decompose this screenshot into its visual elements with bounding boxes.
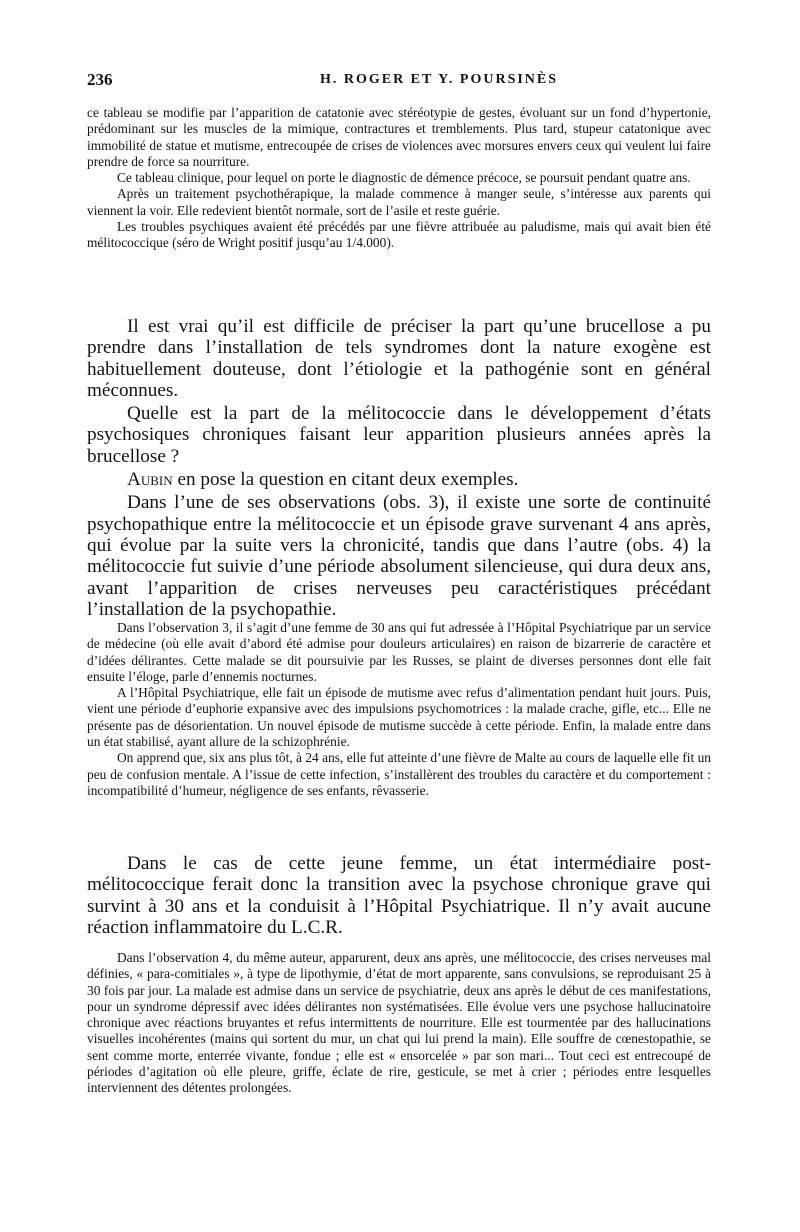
author-name: Aubin bbox=[127, 469, 173, 491]
body-text: en pose la question en citant deux exemples. bbox=[172, 469, 519, 491]
body-paragraph bbox=[87, 469, 711, 490]
case-paragraph: Dans l’observation 4, du même auteur, apparurent, deux ans après, une mélitococcie, des crises nerveuses mal définies, « para-comitiales », à type de lipothymie, d’état de mort apparente, sans convulsions, se reproduisant 25 à 30 fois par jour. La malade est admise dans un service de psychiatrie, deux ans après le début de ces manifestations, pour un syndrome dépressif avec idées délirantes non systématisées. Elle évolue vers une psychose hallucinatoire chronique avec réactions bruyantes et refus intermittents de nourriture. Elle est tourmentée par des hallucinations visuelles incohérentes (mains qui sortent du mur, un chat qui lui prend la main). Elle souffre de cœnestopathie, se sent comme morte, enterrée vivante, fondue ; elle est « ensorcelée » par son mari... Tout ceci est entrecoupé de périodes d’agitation où elle pleure, griffe, éclate de rire, gesticule, se met à crier ; périodes entre lesquelles interviennent des détentes prolongées. bbox=[87, 950, 711, 1096]
case-paragraph: ce tableau se modifie par l’apparition de catatonie avec stéréotypie de gestes, évoluant sur un fond d’hypertonie, prédominant sur les muscles de la mimique, contractures et tremblements. Plus tard, stupeur catatonique avec immobilité de statue et mutisme, entrecoupée de crises de violences avec morsures envers ceux qui veulent lui faire prendre de force sa nourriture. bbox=[87, 105, 711, 169]
case-paragraph: Dans l’observation 3, il s’agit d’une femme de 30 ans qui fut adressée à l’Hôpital Psychiatrique par un service de médecine (où elle avait d’abord été admise pour douleurs articulaires) en raison de bizarrerie de caractère et d’idées délirantes. Cette malade se dit poursuivie par les Russes, se plaint de diverses personnes dont elle fait ensuite l’éloge, parle d’ennemis nocturnes. bbox=[87, 620, 711, 684]
body-paragraph: Quelle est la part de la mélitococcie dans le développement d’états psychosiques chroniques faisant leur apparition plusieurs années après la brucellose ? bbox=[87, 403, 711, 467]
case-paragraph: Les troubles psychiques avaient été précédés par une fièvre attribuée au paludisme, mais qui avait bien été mélitococcique (séro de Wright positif jusqu’au 1/4.000). bbox=[87, 219, 711, 251]
case-report-block-3 bbox=[87, 950, 711, 1097]
running-head bbox=[87, 70, 711, 94]
body-text-block-1 bbox=[87, 316, 711, 620]
running-title: H. ROGER ET Y. POURSINÈS bbox=[319, 72, 559, 87]
case-paragraph: Ce tableau clinique, pour lequel on porte le diagnostic de démence précoce, se poursuit pendant quatre ans. bbox=[117, 170, 691, 186]
case-report-block-1 bbox=[87, 105, 711, 252]
body-paragraph: Il est vrai qu’il est difficile de préciser la part qu’une brucellose a pu prendre dans l’installation de tels syndromes dont la nature exogène est habituellement douteuse, dont l’étiologie et la pathogénie sont en général méconnues. bbox=[87, 316, 711, 401]
page-number: 236 bbox=[87, 70, 113, 89]
case-paragraph: Après un traitement psychothérapique, la malade commence à manger seule, s’intéresse aux parents qui viennent la voir. Elle redevient bientôt normale, sort de l’asile et reste guérie. bbox=[87, 186, 711, 218]
case-paragraph: On apprend que, six ans plus tôt, à 24 ans, elle fut atteinte d’une fièvre de Malte au cours de laquelle elle fit un peu de confusion mentale. A l’issue de cette infection, s’installèrent des troubles du caractère et du comportement : incompatibilité d’humeur, négligence de ses enfants, rêvasserie. bbox=[87, 750, 711, 798]
body-paragraph: Dans l’une de ses observations (obs. 3), il existe une sorte de continuité psychopathique entre la mélitococcie et un épisode grave survenant 4 ans après, qui évolue par la suite vers la chronicité, tandis que dans l’autre (obs. 4) la mélitococcie fut suivie d’une période absolument silencieuse, qui dura deux ans, avant l’apparition de crises nerveuses peu caractéristiques précédant l’installation de la psychopathie. bbox=[87, 492, 711, 620]
body-paragraph: Dans le cas de cette jeune femme, un état intermédiaire post-mélitococcique ferait donc la transition avec la psychose chronique grave qui survint à 30 ans et la conduisit à l’Hôpital Psychiatrique. Il n’y avait aucune réaction inflammatoire du L.C.R. bbox=[87, 853, 711, 938]
case-paragraph: A l’Hôpital Psychiatrique, elle fait un épisode de mutisme avec refus d’alimentation pendant huit jours. Puis, vient une période d’euphorie expansive avec des impulsions psychomotrices : la malade crache, gifle, etc... Elle ne présente pas de désorientation. Un nouvel épisode de mutisme succède à cette période. Enfin, la malade entre dans un état stabilisé, ayant allure de la schizophrénie. bbox=[87, 685, 711, 750]
body-text-block-2 bbox=[87, 853, 711, 938]
case-report-block-2 bbox=[87, 620, 711, 799]
